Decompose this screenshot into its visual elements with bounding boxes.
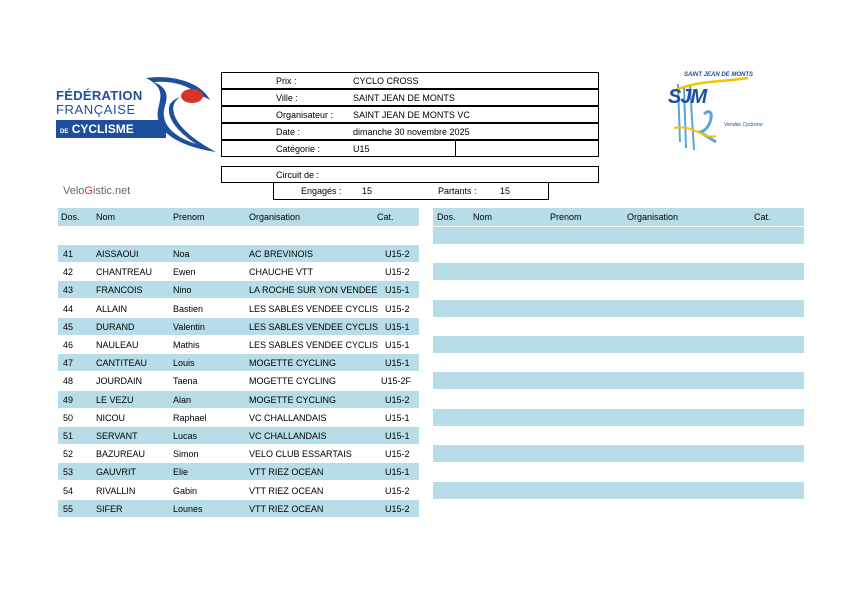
cell-organisation: LES SABLES VENDEE CYCLIS: [249, 303, 379, 314]
right-table-header: [433, 208, 804, 226]
organisateur-label: Organisateur :: [276, 110, 334, 120]
cell-prenom: Bastien: [173, 303, 204, 314]
partants-value: 15: [500, 186, 511, 196]
table-row: [433, 409, 804, 426]
cell-dos: 43: [63, 285, 74, 296]
cell-organisation: AC BREVINOIS: [249, 249, 314, 259]
cell-nom: DURAND: [96, 321, 135, 332]
cell-prenom: Mathis: [173, 340, 200, 350]
prix-label: Prix :: [276, 76, 297, 86]
cell-prenom: Nino: [173, 285, 192, 296]
cell-cat: U15-1: [385, 340, 410, 350]
cell-prenom: Valentin: [173, 321, 205, 332]
info-row-ville: [221, 89, 599, 106]
sjm-tagline: Vendée Cyclisme: [724, 122, 763, 128]
col-prenom-header: Prenom: [173, 212, 205, 222]
cell-prenom: Raphael: [173, 412, 207, 423]
table-row: [433, 336, 804, 353]
cell-prenom: Noa: [173, 249, 190, 259]
velogistic-g: G: [84, 185, 93, 197]
cell-prenom: Lounes: [173, 503, 203, 514]
col-cat-header: Cat.: [377, 212, 394, 222]
ffc-logo-line2: FRANÇAISE: [56, 102, 136, 117]
table-row: [58, 372, 419, 389]
cell-nom: NAULEAU: [96, 340, 139, 350]
cell-prenom: Alan: [173, 394, 192, 405]
table-row: [58, 500, 419, 517]
table-row: [58, 245, 419, 262]
cell-cat: U15-1: [385, 321, 410, 332]
cell-cat: U15-2: [385, 503, 410, 514]
engages-partants-box: [273, 182, 549, 200]
col-cat-header: Cat.: [754, 212, 771, 222]
table-row: [58, 281, 419, 298]
cell-organisation: MOGETTE CYCLING: [249, 376, 337, 387]
cell-cat: U15-2: [385, 485, 410, 496]
cell-organisation: MOGETTE CYCLING: [249, 394, 337, 405]
cell-nom: LE VEZU: [96, 394, 134, 405]
table-row: [58, 391, 419, 408]
cell-nom: SIFER: [96, 503, 123, 514]
partants-label: Partants :: [438, 186, 477, 196]
col-nom-header: Nom: [473, 212, 493, 222]
table-row: [433, 500, 804, 517]
table-row: [433, 391, 804, 408]
cell-cat: U15-2F: [381, 376, 412, 387]
cell-nom: BAZUREAU: [96, 449, 146, 460]
cell-prenom: Simon: [173, 449, 199, 460]
ffc-logo-line1: FÉDÉRATION: [56, 88, 143, 103]
table-row: [433, 245, 804, 262]
cell-prenom: Lucas: [173, 431, 198, 441]
col-organisation-header: Organisation: [249, 212, 301, 222]
categorie-label: Catégorie :: [276, 144, 321, 154]
table-row: [58, 427, 419, 444]
table-row: [58, 354, 419, 371]
cell-prenom: Gabin: [173, 485, 198, 496]
cell-nom: AISSAOUI: [96, 249, 139, 259]
ville-label: Ville :: [276, 93, 298, 103]
organisateur-value: SAINT JEAN DE MONTS VC: [353, 110, 470, 120]
cell-cat: U15-1: [385, 431, 410, 441]
cell-organisation: LES SABLES VENDEE CYCLIS: [249, 340, 379, 350]
cell-prenom: Taena: [173, 376, 198, 387]
velogistic-watermark: [63, 185, 130, 197]
table-row: [433, 281, 804, 298]
cell-dos: 47: [63, 358, 74, 369]
table-row: [58, 336, 419, 353]
sjm-logo-graphic: [664, 70, 774, 154]
table-row: [433, 318, 804, 335]
prix-value: CYCLO CROSS: [353, 76, 419, 86]
table-row: [433, 227, 804, 244]
col-nom-header: Nom: [96, 212, 116, 222]
date-label: Date :: [276, 127, 301, 137]
cell-cat: U15-2: [385, 249, 410, 259]
cell-nom: JOURDAIN: [96, 376, 143, 387]
table-row: [433, 263, 804, 280]
cell-organisation: VTT RIEZ OCEAN: [249, 485, 324, 496]
cell-dos: 44: [63, 303, 74, 314]
table-row: [433, 445, 804, 462]
date-value: dimanche 30 novembre 2025: [353, 127, 470, 137]
cell-cat: U15-2: [385, 394, 410, 405]
cell-cat: U15-1: [385, 412, 410, 423]
sjm-title: SAINT JEAN DE MONTS: [684, 72, 754, 78]
cell-organisation: VC CHALLANDAIS: [249, 412, 327, 423]
table-row: [58, 445, 419, 462]
cell-dos: 41: [63, 249, 74, 259]
cell-organisation: VTT RIEZ OCEAN: [249, 503, 324, 514]
cell-nom: GAUVRIT: [96, 467, 137, 478]
velogistic-rest: istic.net: [92, 185, 131, 197]
table-row: [58, 263, 419, 280]
ffc-swoosh-icon: [136, 74, 220, 156]
table-row: [433, 463, 804, 480]
cell-dos: 52: [63, 449, 74, 460]
cell-dos: 48: [63, 376, 74, 387]
left-table-spacer: [58, 226, 419, 234]
cell-organisation: MOGETTE CYCLING: [249, 358, 337, 369]
table-row: [433, 427, 804, 444]
table-row: [433, 300, 804, 317]
table-row: [58, 318, 419, 335]
info-row-date: [221, 123, 599, 140]
info-row-circuit: [221, 166, 599, 183]
cell-nom: RIVALLIN: [96, 485, 136, 496]
table-row: [58, 482, 419, 499]
table-row: [433, 482, 804, 499]
col-dos-header: Dos.: [61, 212, 80, 222]
left-table-header: [58, 208, 419, 226]
circuit-label: Circuit de :: [276, 170, 320, 180]
cell-nom: NICOU: [96, 412, 125, 423]
ffc-logo: [56, 74, 220, 156]
sjm-logo: [664, 70, 774, 154]
table-row: [58, 463, 419, 480]
cell-nom: FRANCOIS: [96, 285, 143, 296]
cell-nom: SERVANT: [96, 431, 138, 441]
col-dos-header: Dos.: [437, 212, 456, 222]
cell-cat: U15-1: [385, 358, 410, 369]
categorie-value: U15: [353, 144, 370, 154]
sjm-initials: SJM: [668, 86, 707, 108]
info-row-organisateur: [221, 106, 599, 123]
cell-dos: 46: [63, 340, 74, 350]
cell-nom: CHANTREAU: [96, 267, 153, 278]
info-row-prix: [221, 72, 599, 89]
cell-dos: 42: [63, 267, 74, 278]
cell-organisation: LES SABLES VENDEE CYCLIS: [249, 321, 379, 332]
cell-dos: 51: [63, 431, 74, 441]
cell-cat: U15-2: [385, 303, 410, 314]
cell-organisation: CHAUCHE VTT: [249, 267, 314, 278]
col-prenom-header: Prenom: [550, 212, 582, 222]
cell-nom: ALLAIN: [96, 303, 128, 314]
cell-dos: 53: [63, 467, 74, 478]
cell-organisation: VTT RIEZ OCEAN: [249, 467, 324, 478]
engages-label: Engagés :: [301, 186, 342, 196]
cell-cat: U15-2: [385, 449, 410, 460]
ville-value: SAINT JEAN DE MONTS: [353, 93, 455, 103]
cell-cat: U15-1: [385, 467, 410, 478]
table-row: [433, 354, 804, 371]
table-row: [58, 300, 419, 317]
cell-prenom: Elie: [173, 467, 189, 478]
cell-prenom: Ewen: [173, 267, 196, 278]
cell-nom: CANTITEAU: [96, 358, 148, 369]
cell-dos: 55: [63, 503, 74, 514]
ffc-logo-cyclisme: CYCLISME: [71, 122, 134, 136]
info-row-categorie: [221, 140, 599, 157]
cell-cat: U15-2: [385, 267, 410, 278]
categorie-divider: [455, 140, 456, 157]
table-row: [433, 372, 804, 389]
cell-dos: 49: [63, 394, 74, 405]
engages-value: 15: [362, 186, 373, 196]
table-row: [58, 409, 419, 426]
velogistic-velo: Velo: [63, 185, 85, 197]
cell-cat: U15-1: [385, 285, 410, 296]
cell-dos: 45: [63, 321, 74, 332]
cell-dos: 54: [63, 485, 74, 496]
cell-organisation: VC CHALLANDAIS: [249, 431, 327, 441]
col-organisation-header: Organisation: [627, 212, 679, 222]
cell-dos: 50: [63, 412, 74, 423]
ffc-logo-prefix: DE: [60, 129, 69, 135]
cell-organisation: LA ROCHE SUR YON VENDEE: [249, 285, 378, 296]
cell-organisation: VELO CLUB ESSARTAIS: [249, 449, 352, 460]
cell-prenom: Louis: [173, 358, 195, 369]
